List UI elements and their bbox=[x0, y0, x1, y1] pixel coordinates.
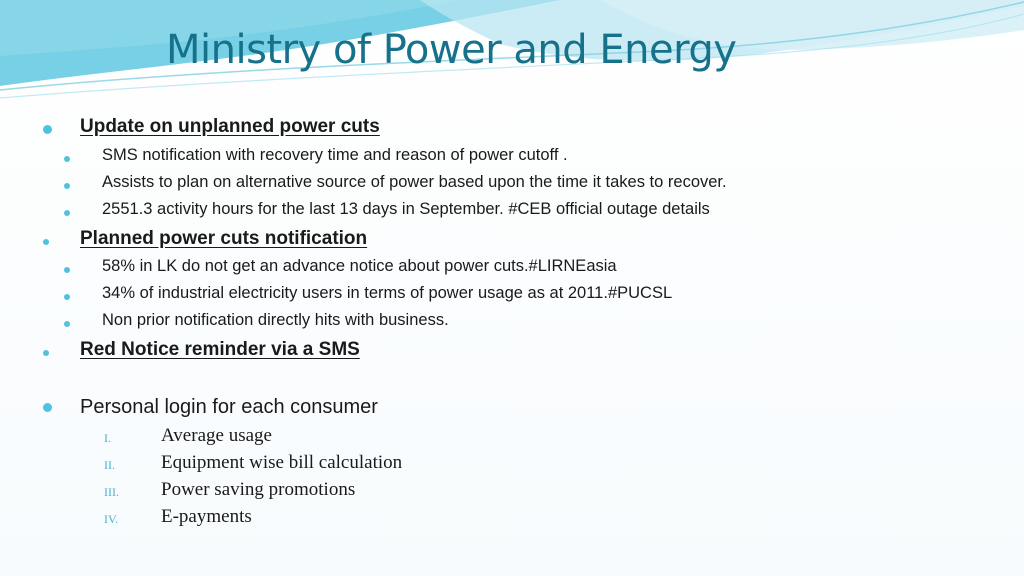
bullet-icon bbox=[64, 156, 70, 162]
numbered-item: Equipment wise bill calculation bbox=[161, 452, 403, 473]
list-number: III. bbox=[104, 485, 119, 499]
list-item: 2551.3 activity hours for the last 13 days in September. #CEB official outage details bbox=[102, 200, 710, 218]
list-number: I. bbox=[104, 431, 111, 445]
section-heading-red-notice: Red Notice reminder via a SMS bbox=[80, 339, 360, 360]
list-item: 58% in LK do not get an advance notice about power cuts.#LIRNEasia bbox=[102, 257, 617, 275]
bullet-icon bbox=[64, 321, 70, 327]
numbered-item: Average usage bbox=[161, 425, 272, 446]
bullet-icon bbox=[43, 239, 49, 245]
numbered-item: Power saving promotions bbox=[161, 479, 356, 500]
list-number: IV. bbox=[104, 512, 119, 526]
slide-title: Ministry of Power and Energy bbox=[166, 27, 737, 73]
bullet-icon bbox=[43, 125, 52, 134]
bullet-icon bbox=[43, 403, 52, 412]
bullet-icon bbox=[64, 267, 70, 273]
list-item: Non prior notification directly hits with business. bbox=[102, 311, 449, 329]
section-heading-personal-login: Personal login for each consumer bbox=[80, 396, 378, 418]
numbered-item: E-payments bbox=[161, 506, 252, 527]
section-heading-unplanned-cuts: Update on unplanned power cuts bbox=[80, 116, 380, 137]
section-heading-planned-cuts: Planned power cuts notification bbox=[80, 228, 368, 249]
list-number: II. bbox=[104, 458, 115, 472]
list-item: SMS notification with recovery time and reason of power cutoff . bbox=[102, 146, 568, 164]
bullet-icon bbox=[64, 210, 70, 216]
bullet-icon bbox=[43, 350, 49, 356]
bullet-icon bbox=[64, 294, 70, 300]
list-item: Assists to plan on alternative source of power based upon the time it takes to recover. bbox=[102, 173, 727, 191]
bullet-icon bbox=[64, 183, 70, 189]
list-item: 34% of industrial electricity users in terms of power usage as at 2011.#PUCSL bbox=[102, 284, 673, 302]
